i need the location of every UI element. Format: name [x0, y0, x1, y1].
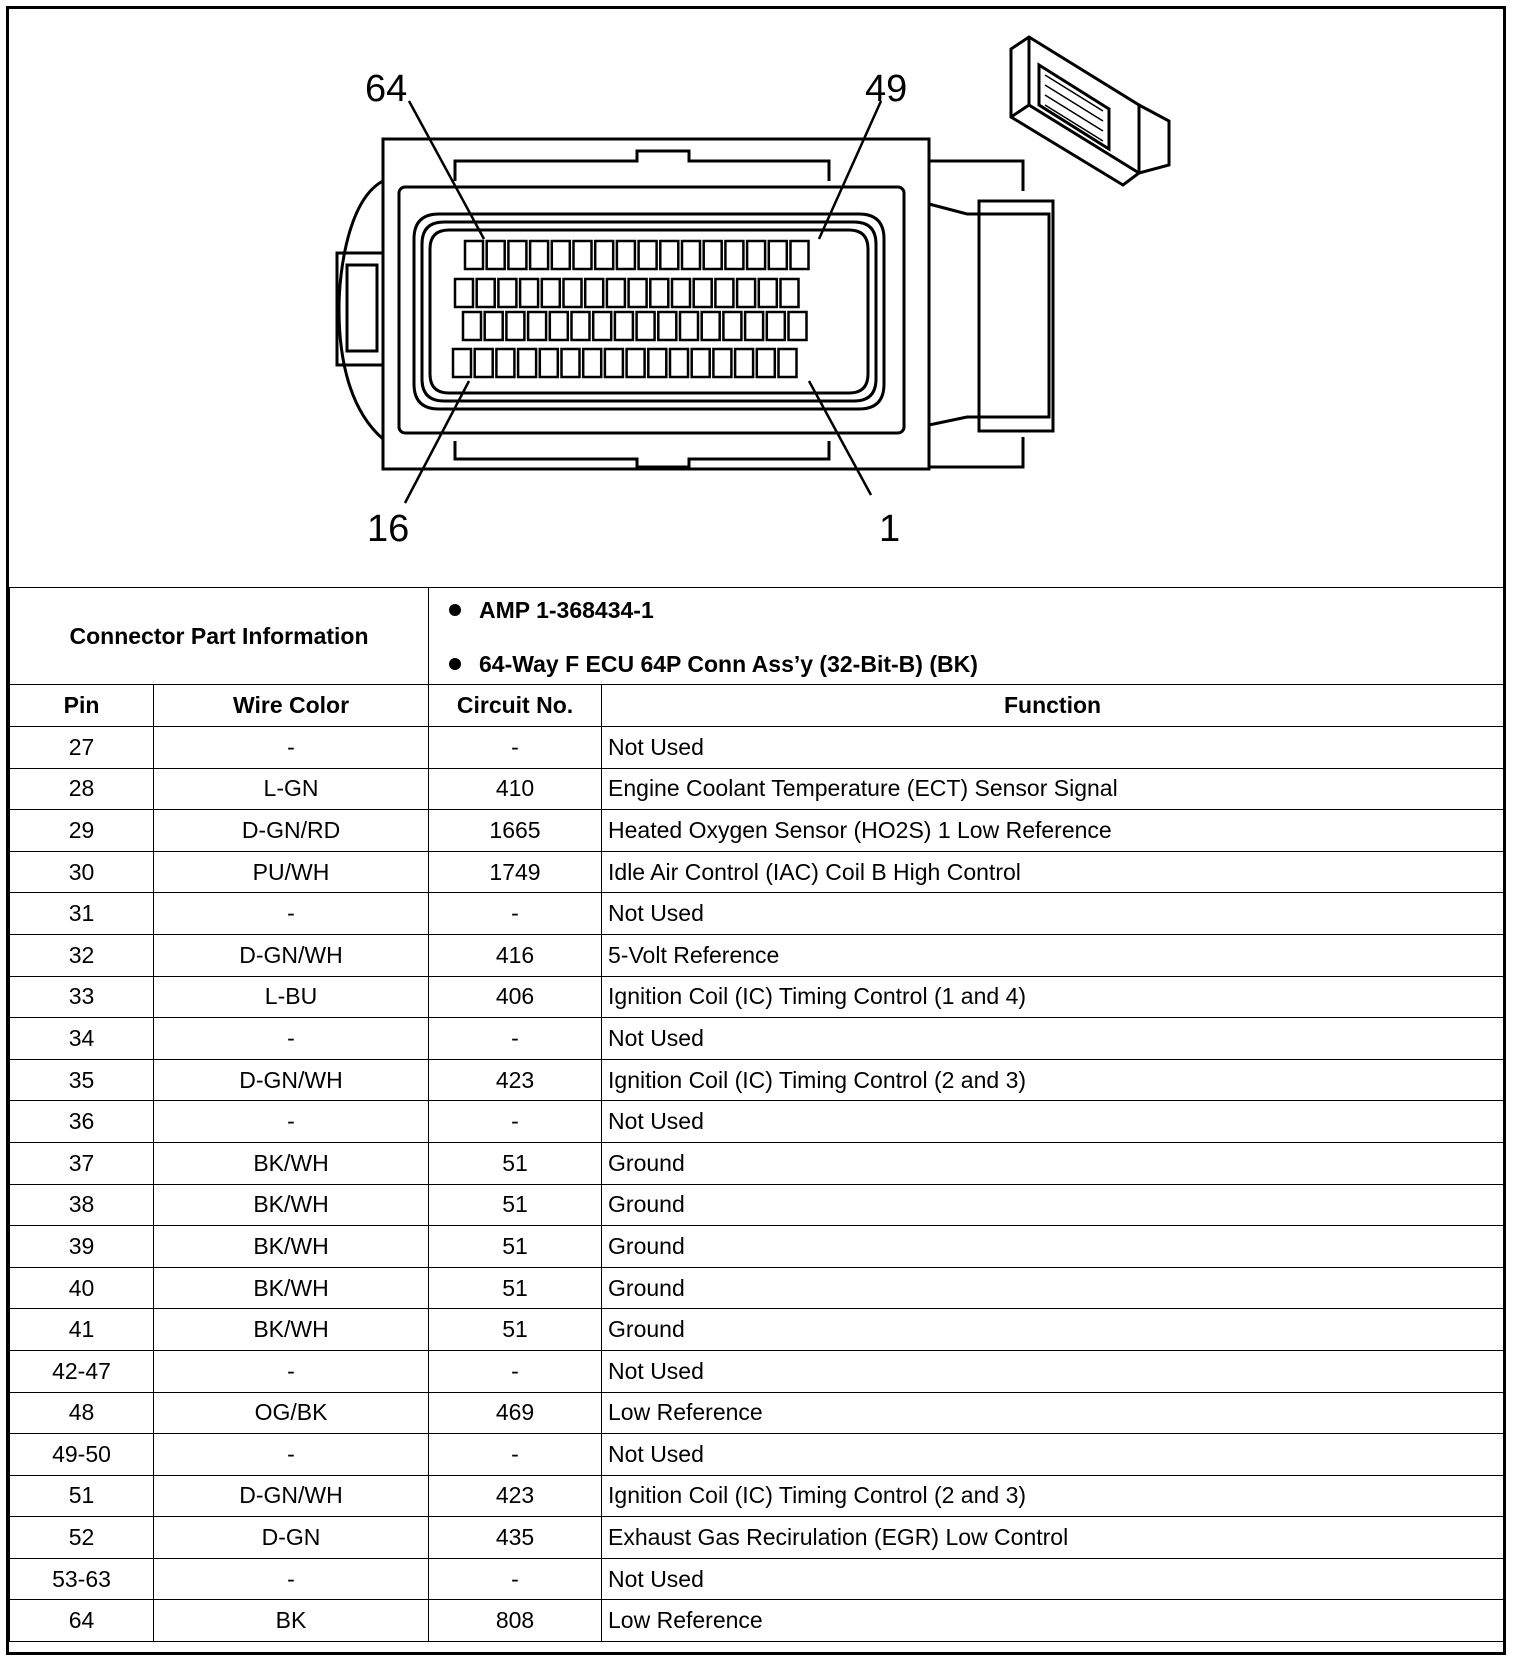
table-row [10, 1184, 1504, 1226]
connector-pin-cavity [650, 279, 668, 307]
pin-cell: 37 [10, 1142, 154, 1184]
connector-pin-cavity [713, 349, 731, 377]
wire-color-cell: D-GN/WH [154, 1475, 429, 1517]
connector-pin-cavity [550, 312, 568, 340]
connector-pin-cavity [528, 312, 546, 340]
connector-info-list [429, 588, 1504, 685]
circuit-no-cell: 51 [429, 1267, 602, 1309]
connector-pin-cavity [552, 241, 570, 269]
function-cell: Ignition Coil (IC) Timing Control (2 and 3) [602, 1059, 1504, 1101]
wire-color-cell: BK/WH [154, 1226, 429, 1268]
table-row [10, 1558, 1504, 1600]
function-cell: Not Used [602, 1558, 1504, 1600]
function-cell: 5-Volt Reference [602, 934, 1504, 976]
connector-pin-cavity [487, 241, 505, 269]
table-row [10, 1475, 1504, 1517]
connector-pin-cavity [702, 312, 720, 340]
wire-color-cell: OG/BK [154, 1392, 429, 1434]
pin-cell: 28 [10, 768, 154, 810]
connector-info-item [449, 652, 1503, 676]
connector-pin-cavity [615, 312, 633, 340]
wire-color-cell: - [154, 1434, 429, 1476]
function-cell: Ignition Coil (IC) Timing Control (2 and 3) [602, 1475, 1504, 1517]
connector-description: 64-Way F ECU 64P Conn Ass’y (32-Bit-B) (BK) [479, 650, 978, 677]
function-cell: Not Used [602, 1434, 1504, 1476]
pin-cell: 36 [10, 1101, 154, 1143]
wire-color-cell: - [154, 1018, 429, 1060]
lever-tab-bottom [929, 437, 1023, 467]
table-row [10, 934, 1504, 976]
function-cell: Low Reference [602, 1392, 1504, 1434]
connector-pin-cavity [737, 279, 755, 307]
pin-cell: 64 [10, 1600, 154, 1642]
connector-pin-cavity [791, 241, 809, 269]
leader-1 [809, 381, 871, 495]
table-row [10, 1142, 1504, 1184]
connector-pin-cavity [680, 312, 698, 340]
connector-pin-cavity [562, 349, 580, 377]
connector-pin-cavity [574, 241, 592, 269]
function-cell: Engine Coolant Temperature (ECT) Sensor Signal [602, 768, 1504, 810]
connector-pin-cavity [725, 241, 743, 269]
table-row [10, 1101, 1504, 1143]
connector-pin-cavity [530, 241, 548, 269]
circuit-no-cell: - [429, 893, 602, 935]
table-row [10, 1517, 1504, 1559]
function-cell: Ground [602, 1226, 1504, 1268]
pin-cell: 49-50 [10, 1434, 154, 1476]
table-row [10, 851, 1504, 893]
circuit-no-cell: 416 [429, 934, 602, 976]
callout-16: 16 [367, 508, 410, 550]
connector-pin-cavity [605, 349, 623, 377]
callout-49: 49 [865, 68, 908, 110]
function-cell: Not Used [602, 1018, 1504, 1060]
pin-cell: 52 [10, 1517, 154, 1559]
wire-color-cell: BK/WH [154, 1309, 429, 1351]
connector-pin-cavity [627, 349, 645, 377]
header-pin: Pin [10, 685, 154, 727]
connector-pin-cavity [672, 279, 690, 307]
connector-diagram [9, 9, 1503, 587]
header-circuit-no: Circuit No. [429, 685, 602, 727]
pin-cell: 40 [10, 1267, 154, 1309]
table-header-row [10, 685, 1504, 727]
wire-color-cell: BK [154, 1600, 429, 1642]
connector-pin-cavity [723, 312, 741, 340]
wire-color-cell: BK/WH [154, 1184, 429, 1226]
pin-cell: 39 [10, 1226, 154, 1268]
circuit-no-cell: 435 [429, 1517, 602, 1559]
pin-cell: 53-63 [10, 1558, 154, 1600]
table-row [10, 1059, 1504, 1101]
connector-pin-cavity [593, 312, 611, 340]
function-cell: Ground [602, 1142, 1504, 1184]
table-row [10, 1392, 1504, 1434]
connector-pin-cavity [648, 349, 666, 377]
wire-color-cell: BK/WH [154, 1267, 429, 1309]
table-body [10, 727, 1504, 1642]
connector-pin-cavity [670, 349, 688, 377]
connector-pin-cavity [540, 349, 558, 377]
connector-pin-cavity [682, 241, 700, 269]
circuit-no-cell: - [429, 1350, 602, 1392]
connector-pin-cavity [617, 241, 635, 269]
pin-grid [453, 241, 809, 377]
wire-color-cell: L-BU [154, 976, 429, 1018]
right-lever [929, 204, 1049, 425]
lever-grip [979, 201, 1053, 431]
connector-pin-cavity [660, 241, 678, 269]
connector-pin-cavity [692, 349, 710, 377]
pin-cell: 42-47 [10, 1350, 154, 1392]
connector-pin-cavity [757, 349, 775, 377]
connector-pin-cavity [704, 241, 722, 269]
pin-cell: 41 [10, 1309, 154, 1351]
circuit-no-cell: 423 [429, 1059, 602, 1101]
wire-color-cell: - [154, 727, 429, 769]
table-row [10, 893, 1504, 935]
function-cell: Ground [602, 1184, 1504, 1226]
function-cell: Ground [602, 1309, 1504, 1351]
circuit-no-cell: - [429, 1101, 602, 1143]
lever-tab-top [929, 161, 1023, 191]
pin-cell: 27 [10, 727, 154, 769]
pin-cell: 51 [10, 1475, 154, 1517]
connector-pin-cavity [735, 349, 753, 377]
wire-color-cell: PU/WH [154, 851, 429, 893]
connector-pin-cavity [789, 312, 807, 340]
pin-cell: 30 [10, 851, 154, 893]
connector-info-item [449, 598, 1503, 622]
table-row [10, 976, 1504, 1018]
bullet-icon [449, 658, 461, 670]
pin-cell: 33 [10, 976, 154, 1018]
connector-pin-cavity [769, 241, 787, 269]
circuit-no-cell: 423 [429, 1475, 602, 1517]
circuit-no-cell: 51 [429, 1142, 602, 1184]
connector-pin-cavity [747, 241, 765, 269]
connector-pin-cavity [572, 312, 590, 340]
table-row [10, 1226, 1504, 1268]
table-row [10, 1267, 1504, 1309]
connector-pin-cavity [595, 241, 613, 269]
pin-cell: 38 [10, 1184, 154, 1226]
callout-64: 64 [365, 68, 408, 110]
header-wire-color: Wire Color [154, 685, 429, 727]
connector-part-number: AMP 1-368434-1 [479, 596, 654, 623]
connector-info-row [10, 588, 1504, 685]
wire-color-cell: D-GN/WH [154, 1059, 429, 1101]
connector-info-label: Connector Part Information [10, 588, 429, 685]
circuit-no-cell: 51 [429, 1184, 602, 1226]
circuit-no-cell: 808 [429, 1600, 602, 1642]
top-ledge [455, 151, 829, 181]
connector-iso-view [1011, 37, 1169, 185]
circuit-no-cell: 1749 [429, 851, 602, 893]
circuit-no-cell: - [429, 1434, 602, 1476]
connector-pin-cavity [658, 312, 676, 340]
connector-pin-cavity [455, 279, 473, 307]
table-row [10, 810, 1504, 852]
callout-1: 1 [879, 508, 901, 550]
left-latch-inner [347, 265, 377, 351]
connector-pin-cavity [518, 349, 536, 377]
connector-pin-cavity [508, 241, 526, 269]
pin-cell: 48 [10, 1392, 154, 1434]
table-row [10, 768, 1504, 810]
circuit-no-cell: 51 [429, 1226, 602, 1268]
pin-cell: 32 [10, 934, 154, 976]
connector-pin-cavity [465, 241, 483, 269]
wire-color-cell: D-GN [154, 1517, 429, 1559]
pin-cell: 31 [10, 893, 154, 935]
connector-pin-cavity [520, 279, 538, 307]
function-cell: Exhaust Gas Recirulation (EGR) Low Control [602, 1517, 1504, 1559]
header-function: Function [602, 685, 1504, 727]
wire-color-cell: - [154, 1558, 429, 1600]
connector-pin-cavity [607, 279, 625, 307]
function-cell: Not Used [602, 893, 1504, 935]
function-cell: Ignition Coil (IC) Timing Control (1 and 4) [602, 976, 1504, 1018]
table-row [10, 1350, 1504, 1392]
table-row [10, 727, 1504, 769]
connector-pin-cavity [779, 349, 797, 377]
function-cell: Not Used [602, 1101, 1504, 1143]
function-cell: Low Reference [602, 1600, 1504, 1642]
table-row [10, 1600, 1504, 1642]
circuit-no-cell: - [429, 1558, 602, 1600]
table-row [10, 1434, 1504, 1476]
function-cell: Idle Air Control (IAC) Coil B High Control [602, 851, 1504, 893]
connector-pin-cavity [583, 349, 601, 377]
wire-color-cell: - [154, 893, 429, 935]
function-cell: Ground [602, 1267, 1504, 1309]
connector-pin-cavity [781, 279, 799, 307]
wire-color-cell: - [154, 1101, 429, 1143]
connector-pin-cavity [759, 279, 777, 307]
connector-pin-cavity [639, 241, 657, 269]
connector-pin-cavity [453, 349, 471, 377]
table-row [10, 1018, 1504, 1060]
table-row [10, 1309, 1504, 1351]
bullet-icon [449, 604, 461, 616]
connector-pin-cavity [564, 279, 582, 307]
connector-pin-cavity [629, 279, 647, 307]
connector-pin-cavity [498, 279, 516, 307]
connector-pin-cavity [485, 312, 503, 340]
connector-pin-cavity [745, 312, 763, 340]
wire-color-cell: D-GN/WH [154, 934, 429, 976]
function-cell: Not Used [602, 727, 1504, 769]
bottom-ledge [455, 441, 829, 467]
page-frame [6, 6, 1506, 1655]
wire-color-cell: - [154, 1350, 429, 1392]
connector-pin-cavity [694, 279, 712, 307]
connector-pin-cavity [542, 279, 560, 307]
connector-pin-cavity [767, 312, 785, 340]
pin-cell: 29 [10, 810, 154, 852]
connector-pin-cavity [496, 349, 514, 377]
wire-color-cell: L-GN [154, 768, 429, 810]
circuit-no-cell: 1665 [429, 810, 602, 852]
connector-pin-cavity [463, 312, 481, 340]
connector-pin-cavity [637, 312, 655, 340]
circuit-no-cell: 51 [429, 1309, 602, 1351]
connector-pin-cavity [715, 279, 733, 307]
connector-pin-cavity [585, 279, 603, 307]
function-cell: Heated Oxygen Sensor (HO2S) 1 Low Reference [602, 810, 1504, 852]
connector-pin-cavity [475, 349, 493, 377]
circuit-no-cell: 469 [429, 1392, 602, 1434]
circuit-no-cell: 410 [429, 768, 602, 810]
function-cell: Not Used [602, 1350, 1504, 1392]
circuit-no-cell: - [429, 727, 602, 769]
pin-cell: 35 [10, 1059, 154, 1101]
pinout-table [9, 587, 1504, 1642]
pin-cell: 34 [10, 1018, 154, 1060]
connector-pin-cavity [506, 312, 524, 340]
circuit-no-cell: 406 [429, 976, 602, 1018]
wire-color-cell: D-GN/RD [154, 810, 429, 852]
wire-color-cell: BK/WH [154, 1142, 429, 1184]
connector-pin-cavity [477, 279, 495, 307]
circuit-no-cell: - [429, 1018, 602, 1060]
